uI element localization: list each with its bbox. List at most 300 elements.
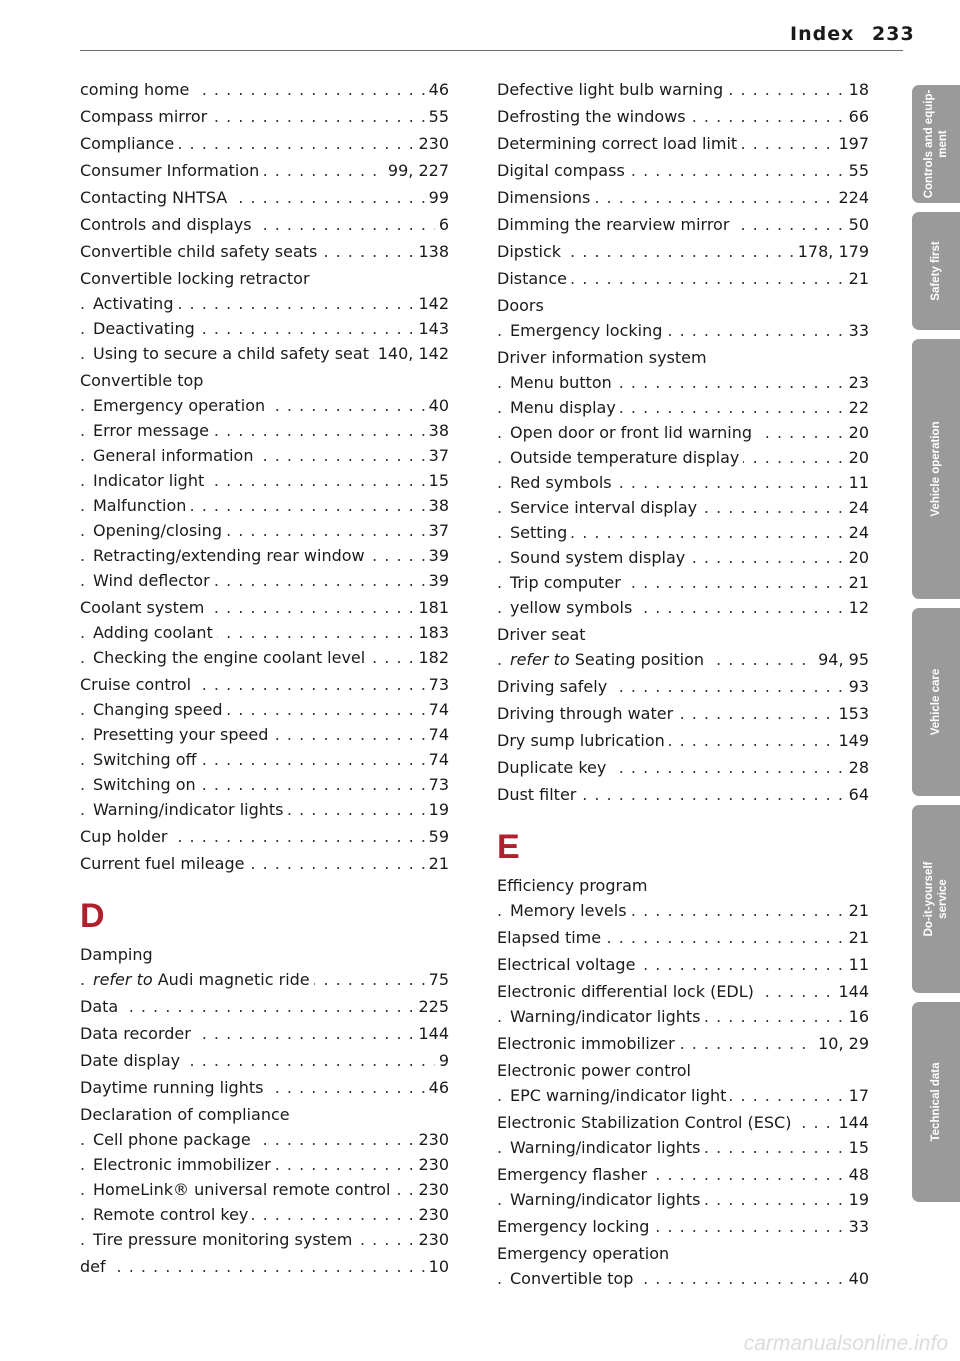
index-page-ref[interactable]: 224 <box>834 185 869 210</box>
index-subentry <box>80 772 449 797</box>
index-page-ref[interactable]: 138 <box>414 239 449 264</box>
index-term-text: Electronic differential lock (EDL) <box>497 982 754 1001</box>
index-term <box>80 1024 195 1043</box>
index-term-text: Emergency locking <box>497 1217 650 1236</box>
index-page-ref[interactable]: 178, 179 <box>794 239 869 264</box>
index-column-left <box>80 75 449 1279</box>
index-term <box>93 750 201 769</box>
index-subentry <box>80 1127 449 1152</box>
index-term <box>80 827 172 846</box>
index-page-ref[interactable]: 183 <box>414 620 449 645</box>
index-term-text: Remote control key <box>93 1205 249 1224</box>
index-term <box>93 471 208 490</box>
index-subentry <box>497 647 869 672</box>
index-term <box>80 371 207 390</box>
index-page-ref[interactable]: 64 <box>845 782 869 807</box>
index-page-ref[interactable]: 38 <box>425 418 449 443</box>
tab-technical-data[interactable] <box>912 1002 960 1202</box>
index-term <box>80 107 211 126</box>
index-term-text: Date display <box>80 1051 181 1070</box>
tab-vehicle-operation[interactable] <box>912 339 960 599</box>
index-term <box>93 446 257 465</box>
index-page-ref[interactable]: 33 <box>845 318 869 343</box>
index-page-ref[interactable]: 15 <box>845 1135 869 1160</box>
index-term <box>93 521 226 540</box>
index-term <box>93 775 200 794</box>
index-entry <box>80 595 449 620</box>
index-page-ref[interactable]: 230 <box>414 131 449 156</box>
index-term <box>510 398 620 417</box>
index-entry <box>80 185 449 210</box>
index-page-ref[interactable]: 46 <box>425 77 449 102</box>
index-subentry <box>497 595 869 620</box>
index-page-ref[interactable]: 142 <box>414 291 449 316</box>
index-page-ref[interactable]: 21 <box>845 898 869 923</box>
index-term <box>497 785 580 804</box>
index-term <box>93 1180 395 1199</box>
index-term-text: Service interval display <box>510 498 698 517</box>
index-page-ref[interactable]: 74 <box>425 747 449 772</box>
index-term-text: Trip computer <box>510 573 621 592</box>
index-subentry <box>80 418 449 443</box>
index-page-ref[interactable]: 230 <box>414 1227 449 1252</box>
index-term-text: Contacting NHTSA <box>80 188 228 207</box>
index-page-ref[interactable]: 66 <box>845 104 869 129</box>
index-page-ref[interactable]: 20 <box>845 445 869 470</box>
index-page-ref[interactable]: 230 <box>414 1127 449 1152</box>
index-subentry <box>80 543 449 568</box>
index-term <box>93 725 272 744</box>
index-term-text: Menu button <box>510 373 612 392</box>
index-term-text: Consumer Information <box>80 161 260 180</box>
index-page-ref[interactable]: 230 <box>414 1202 449 1227</box>
tab-do-it-yourself-service[interactable] <box>912 805 960 993</box>
index-entry <box>497 104 869 129</box>
index-term-text: EPC warning/indicator light <box>510 1086 727 1105</box>
index-term <box>80 1257 110 1276</box>
index-term <box>80 161 263 180</box>
index-page-ref[interactable]: 73 <box>425 772 449 797</box>
index-term-text: Menu display <box>510 398 616 417</box>
index-page-ref[interactable]: 74 <box>425 722 449 747</box>
index-entry <box>497 212 869 237</box>
index-subentry <box>80 568 449 593</box>
index-term-text: Duplicate key <box>497 758 607 777</box>
index-term <box>510 523 571 542</box>
index-term <box>510 901 631 920</box>
index-subentry <box>80 1227 449 1252</box>
index-page-ref[interactable]: 74 <box>425 697 449 722</box>
index-entry <box>497 266 869 291</box>
index-term <box>510 548 689 567</box>
cross-reference-label: refer to <box>510 650 570 669</box>
index-page-ref[interactable]: 40 <box>845 1266 869 1291</box>
index-term <box>497 296 548 315</box>
index-term-text: Switching on <box>93 775 196 794</box>
index-term-text: Using to secure a child safety seat <box>93 344 369 363</box>
index-page-ref[interactable]: 55 <box>845 158 869 183</box>
index-term-text: Electronic Stabilization Control (ESC) <box>497 1113 792 1132</box>
index-page-ref[interactable]: 144 <box>834 979 869 1004</box>
index-entry <box>497 1214 869 1239</box>
index-subentry <box>80 797 449 822</box>
index-page-ref[interactable]: 149 <box>834 728 869 753</box>
index-page-ref[interactable]: 94, 95 <box>814 647 869 672</box>
index-term <box>510 598 636 617</box>
index-term <box>93 800 287 819</box>
index-term <box>497 80 727 99</box>
index-page-ref[interactable]: 23 <box>845 370 869 395</box>
index-entry <box>80 942 449 967</box>
index-page-ref[interactable]: 73 <box>425 672 449 697</box>
index-term-text: Data recorder <box>80 1024 191 1043</box>
index-subentry <box>80 493 449 518</box>
index-entry <box>80 851 449 876</box>
index-page-ref[interactable]: 55 <box>425 104 449 129</box>
index-page-ref[interactable]: 50 <box>845 212 869 237</box>
index-term <box>510 373 616 392</box>
index-term-text: General information <box>93 446 254 465</box>
index-term-text: Setting <box>510 523 568 542</box>
index-term-text: Open door or front lid warning <box>510 423 753 442</box>
index-term-text: Error message <box>93 421 209 440</box>
index-term <box>93 546 369 565</box>
index-page-ref[interactable]: 39 <box>425 568 449 593</box>
index-page-ref[interactable]: 143 <box>414 316 449 341</box>
index-page-ref[interactable]: 21 <box>845 925 869 950</box>
index-term-text: Emergency locking <box>510 321 663 340</box>
index-term <box>80 134 178 153</box>
index-term-text: yellow symbols <box>510 598 633 617</box>
index-page-ref[interactable]: 20 <box>845 545 869 570</box>
index-term-text: Electronic power control <box>497 1061 691 1080</box>
index-subentry <box>80 722 449 747</box>
index-term-text: Checking the engine coolant level <box>93 648 366 667</box>
index-subentry <box>80 1202 449 1227</box>
index-subentry <box>80 316 449 341</box>
index-entry <box>497 728 869 753</box>
index-term <box>497 928 605 947</box>
index-term-text: Dimming the rearview mirror <box>497 215 730 234</box>
index-term-text: Warning/indicator lights <box>510 1007 701 1026</box>
index-term-text: Defective light bulb warning <box>497 80 724 99</box>
index-term-text: Compliance <box>80 134 175 153</box>
index-term <box>80 945 157 964</box>
index-term-text: coming home <box>80 80 190 99</box>
index-entry <box>497 925 869 950</box>
index-page-ref[interactable]: 140, 142 <box>374 341 449 366</box>
index-term-text: Changing speed <box>93 700 223 719</box>
index-entry <box>497 979 869 1004</box>
index-term <box>497 348 711 367</box>
index-term-text: Cup holder <box>80 827 168 846</box>
index-term-text: Coolant system <box>80 598 205 617</box>
index-term <box>497 1244 673 1263</box>
index-entry <box>80 239 449 264</box>
index-term <box>93 294 177 313</box>
index-page-ref[interactable]: 182 <box>414 645 449 670</box>
index-term <box>497 876 651 895</box>
index-term-text: Emergency operation <box>93 396 266 415</box>
index-entry <box>80 1254 449 1279</box>
index-page-ref[interactable]: 40 <box>425 393 449 418</box>
cross-reference-label: refer to <box>93 970 153 989</box>
index-term-text: Warning/indicator lights <box>510 1190 701 1209</box>
index-entry <box>497 1058 869 1083</box>
index-entry <box>80 994 449 1019</box>
index-page-ref[interactable]: 19 <box>845 1187 869 1212</box>
index-term <box>497 625 590 644</box>
index-term-text: Driver information system <box>497 348 707 367</box>
index-page-ref[interactable]: 75 <box>425 967 449 992</box>
index-term-text: Doors <box>497 296 544 315</box>
index-term-text: Driving safely <box>497 677 608 696</box>
index-term-text: Defrosting the windows <box>497 107 686 126</box>
section-letter-e: E <box>497 828 520 866</box>
index-term-text: Dry sump lubrication <box>497 731 665 750</box>
index-entry <box>80 131 449 156</box>
index-term-text: Cell phone package <box>93 1130 251 1149</box>
index-page-ref[interactable]: 93 <box>845 674 869 699</box>
index-term <box>80 188 231 207</box>
header-rule <box>80 50 903 51</box>
index-entry <box>80 368 449 393</box>
index-term <box>93 970 314 989</box>
index-term-text: Warning/indicator lights <box>93 800 284 819</box>
index-entry <box>497 293 869 318</box>
chapter-tab-label: Technical data <box>930 1062 942 1142</box>
index-term <box>80 1051 184 1070</box>
index-term <box>497 982 758 1001</box>
index-entry <box>80 212 449 237</box>
index-entry <box>80 824 449 849</box>
index-page-ref[interactable]: 37 <box>425 443 449 468</box>
index-term-text: Opening/closing <box>93 521 222 540</box>
index-term-text: Outside temperature display <box>510 448 740 467</box>
index-page-ref[interactable]: 15 <box>425 468 449 493</box>
index-term-text: Presetting your speed <box>93 725 269 744</box>
index-term <box>510 498 701 517</box>
index-subentry <box>497 495 869 520</box>
index-term-text: Controls and displays <box>80 215 252 234</box>
index-term <box>93 1205 252 1224</box>
index-subentry <box>497 318 869 343</box>
index-term-text: Data <box>80 997 119 1016</box>
index-term <box>497 1217 653 1236</box>
index-page-ref[interactable]: 230 <box>414 1152 449 1177</box>
index-entry <box>497 131 869 156</box>
index-page-ref[interactable]: 11 <box>845 952 869 977</box>
index-page-ref[interactable]: 225 <box>414 994 449 1019</box>
index-page-ref[interactable]: 22 <box>845 395 869 420</box>
index-term-text: Dimensions <box>497 188 591 207</box>
index-subentry <box>80 518 449 543</box>
index-entry <box>497 77 869 102</box>
index-page-ref[interactable]: 21 <box>845 266 869 291</box>
index-term-text: Dust filter <box>497 785 577 804</box>
index-term <box>510 448 743 467</box>
index-term-text: Activating <box>93 294 174 313</box>
index-page-ref[interactable]: 11 <box>845 470 869 495</box>
index-subentry <box>80 393 449 418</box>
index-page-ref[interactable]: 59 <box>425 824 449 849</box>
index-term-text: Deactivating <box>93 319 195 338</box>
index-term <box>93 1155 275 1174</box>
index-term <box>497 1113 795 1132</box>
index-term-text: Emergency flasher <box>497 1165 648 1184</box>
index-entry <box>80 1075 449 1100</box>
index-term <box>93 496 190 515</box>
index-subentry <box>80 443 449 468</box>
index-entry <box>497 782 869 807</box>
index-page-ref[interactable]: 144 <box>834 1110 869 1135</box>
index-entry <box>497 952 869 977</box>
index-term <box>80 269 314 288</box>
index-term-text: Electrical voltage <box>497 955 636 974</box>
tab-safety-first[interactable] <box>912 212 960 330</box>
index-subentry <box>80 291 449 316</box>
index-page-ref[interactable]: 153 <box>834 701 869 726</box>
index-page-ref[interactable]: 10 <box>425 1254 449 1279</box>
index-entry <box>80 1021 449 1046</box>
index-term <box>497 677 611 696</box>
index-subentry <box>497 1004 869 1029</box>
index-page-ref[interactable]: 6 <box>435 212 449 237</box>
index-term <box>510 1269 637 1288</box>
index-term-text: HomeLink® universal remote control <box>93 1180 391 1199</box>
index-subentry <box>80 697 449 722</box>
index-term-text: Damping <box>80 945 153 964</box>
index-page-ref[interactable]: 24 <box>845 495 869 520</box>
index-subentry <box>497 445 869 470</box>
index-page-ref[interactable]: 16 <box>845 1004 869 1029</box>
index-term-text: Elapsed time <box>497 928 602 947</box>
index-page-ref[interactable]: 28 <box>845 755 869 780</box>
index-term-text: Electronic immobilizer <box>497 1034 675 1053</box>
index-page-ref[interactable]: 19 <box>425 797 449 822</box>
index-subentry <box>497 1266 869 1291</box>
index-page-ref[interactable]: 17 <box>845 1083 869 1108</box>
index-subentry <box>497 1135 869 1160</box>
index-term <box>497 758 610 777</box>
index-page-ref[interactable]: 48 <box>845 1162 869 1187</box>
index-term-text: Red symbols <box>510 473 612 492</box>
index-entry <box>497 158 869 183</box>
chapter-tab-label: Vehicle operation <box>930 421 942 517</box>
index-entry <box>497 755 869 780</box>
index-term <box>497 107 690 126</box>
index-term <box>497 1061 695 1080</box>
index-term-text: Distance <box>497 269 567 288</box>
chapter-tab-label: Safety first <box>930 241 942 301</box>
index-entry <box>80 1048 449 1073</box>
index-page-ref[interactable]: 21 <box>845 570 869 595</box>
index-page-ref[interactable]: 181 <box>414 595 449 620</box>
index-subentry <box>497 898 869 923</box>
index-entry <box>80 158 449 183</box>
index-entry <box>497 1162 869 1187</box>
index-page-ref[interactable]: 99, 227 <box>384 158 449 183</box>
index-page-ref[interactable]: 10, 29 <box>814 1031 869 1056</box>
index-page-ref[interactable]: 46 <box>425 1075 449 1100</box>
index-term-text: Declaration of compliance <box>80 1105 290 1124</box>
index-page-ref[interactable]: 33 <box>845 1214 869 1239</box>
index-subentry <box>80 747 449 772</box>
index-subentry <box>497 520 869 545</box>
index-subentry <box>80 1152 449 1177</box>
index-term-text: Determining correct load limit <box>497 134 738 153</box>
index-page-ref[interactable]: 37 <box>425 518 449 543</box>
index-term <box>510 1086 730 1105</box>
index-page-ref[interactable]: 20 <box>845 420 869 445</box>
index-term-text: Dipstick <box>497 242 562 261</box>
index-subentry <box>497 1187 869 1212</box>
index-page-ref[interactable]: 39 <box>425 543 449 568</box>
index-term-text: Convertible top <box>510 1269 634 1288</box>
index-term-text: Driving through water <box>497 704 674 723</box>
index-page-ref[interactable]: 197 <box>834 131 869 156</box>
tab-controls-and-equipment[interactable] <box>912 85 960 203</box>
index-subentry <box>497 1083 869 1108</box>
tab-vehicle-care[interactable] <box>912 608 960 796</box>
chapter-tab-label: Do-it-yourself service <box>923 861 949 937</box>
index-term-text: Indicator light <box>93 471 205 490</box>
index-subentry <box>80 967 449 992</box>
index-page-ref[interactable]: 18 <box>845 77 869 102</box>
index-term <box>80 215 256 234</box>
index-subentry <box>80 341 449 366</box>
index-subentry <box>80 645 449 670</box>
index-term <box>510 573 625 592</box>
index-term-text: Retracting/extending rear window <box>93 546 365 565</box>
index-term <box>497 215 733 234</box>
index-term <box>510 321 666 340</box>
index-term <box>510 1138 704 1157</box>
watermark: carmanualsonline.info <box>743 1332 948 1355</box>
index-term <box>93 571 214 590</box>
index-term <box>497 242 565 261</box>
index-page-ref[interactable]: 9 <box>435 1048 449 1073</box>
index-term-text: Seating position <box>574 650 704 669</box>
index-term-text: Tire pressure monitoring system <box>93 1230 353 1249</box>
index-term-text: Audi magnetic ride <box>157 970 310 989</box>
index-page-ref[interactable]: 21 <box>425 851 449 876</box>
index-entry <box>497 1241 869 1266</box>
index-page-ref[interactable]: 99 <box>425 185 449 210</box>
index-term <box>80 1078 267 1097</box>
index-term <box>80 598 208 617</box>
index-term <box>510 650 708 669</box>
index-term-text: Memory levels <box>510 901 627 920</box>
index-term-text: Convertible locking retractor <box>80 269 310 288</box>
index-subentry <box>497 545 869 570</box>
index-term <box>80 80 193 99</box>
index-term <box>93 421 213 440</box>
index-term <box>80 854 248 873</box>
index-page-ref[interactable]: 12 <box>845 595 869 620</box>
index-page-ref[interactable]: 38 <box>425 493 449 518</box>
index-term-text: Switching off <box>93 750 197 769</box>
index-page-ref[interactable]: 230 <box>414 1177 449 1202</box>
index-term-text: Daytime running lights <box>80 1078 264 1097</box>
index-page-ref[interactable]: 144 <box>414 1021 449 1046</box>
index-term <box>93 319 199 338</box>
index-entry <box>497 1031 869 1056</box>
section-letter-d: D <box>80 897 105 935</box>
index-term <box>80 1105 294 1124</box>
index-entry <box>497 345 869 370</box>
index-page-ref[interactable]: 24 <box>845 520 869 545</box>
